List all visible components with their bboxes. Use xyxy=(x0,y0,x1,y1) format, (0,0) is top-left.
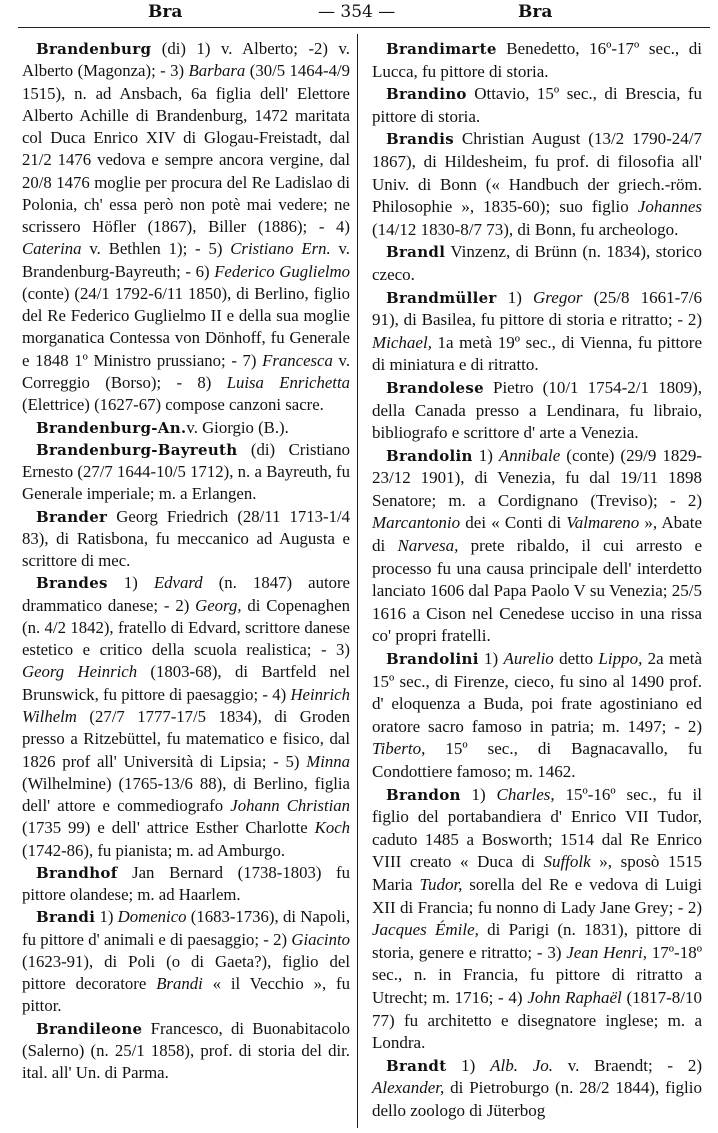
entry-italic-name: Jean Henri, xyxy=(566,942,648,962)
entry-text: v. Braendt; - 2) xyxy=(553,1055,702,1075)
entry-text: (1803-68), di Bartfeld nel Brunswick, fu pittore di paesaggio; - 4) xyxy=(22,662,351,704)
entry-italic-name: Barbara xyxy=(188,61,246,81)
entry-text: 1a metà 19º sec., di Vienna, fu pittore di miniatura e di ritratto. xyxy=(372,332,702,375)
entry-text: « il Vecchio », fu pittor. xyxy=(22,974,351,1016)
entry-text: (1742-86), fu pianista; m. ad Amburgo. xyxy=(22,840,286,860)
entry-italic-name: Narvesa, xyxy=(397,536,459,556)
entry-text: (conte) (29/9 1829-23/12 1901), di Venezia, fu dal 19/11 1898 Senatore; m. a Cordignano (Treviso); - 2) xyxy=(372,445,702,510)
entry-text: 1) xyxy=(446,1055,491,1075)
entry-text: di Parigi (n. 1831), pittore di storia, genere e ritratto; - 3) xyxy=(372,920,702,962)
dictionary-entry xyxy=(372,241,702,286)
entry-text: (14/12 1830-8/7 73), di Bonn, fu archeologo. xyxy=(372,219,679,239)
entry-italic-name: Charles, xyxy=(496,784,555,804)
dictionary-entry xyxy=(372,128,702,241)
entry-italic-name: Federico Guglielmo xyxy=(214,261,351,281)
entry-text: v. Correggio (Borso); - 8) xyxy=(22,350,351,392)
entry-italic-name: Valmareno xyxy=(566,513,640,533)
entry-headword: Brandon xyxy=(386,785,461,804)
entry-text: 1) xyxy=(460,784,497,804)
entry-italic-name: Aurelio xyxy=(503,649,554,669)
entry-text: Jan Bernard (1738-1803) fu pittore olandese; m. ad Haarlem. xyxy=(22,862,350,905)
page-header xyxy=(0,0,718,26)
entry-headword: Brandt xyxy=(386,1056,447,1075)
entry-text: v. Bethlen 1); - 5) xyxy=(81,239,231,259)
left-column xyxy=(22,38,350,1084)
right-column xyxy=(372,38,702,1123)
entry-text: 15º sec., di Bagnacavallo, fu Condottiere famoso; m. 1462. xyxy=(372,739,702,781)
entry-text: 1) xyxy=(95,907,118,927)
entry-text: (1623-91), di Poli (o di Gaeta?), figlio del pittore decoratore xyxy=(22,951,350,994)
entry-text: 1) xyxy=(496,287,534,307)
entry-headword: Brandenburg-Bayreuth xyxy=(36,440,238,459)
entry-headword: Brandes xyxy=(36,574,108,593)
page-number: — 354 — xyxy=(318,2,396,22)
entry-headword: Brandileone xyxy=(36,1019,143,1038)
entry-italic-name: Annibale xyxy=(498,445,561,465)
entry-text: 1) xyxy=(472,445,499,465)
entry-italic-name: Georg, xyxy=(195,595,242,615)
entry-text: prete ribaldo, il cui arresto e processo fu una causa principale dell' interdetto lanciato 1606 dal Papa Paolo V su Venezia; 25/5 1616 a Cison nel Cenedese ucciso in una rissa co' propri fratelli. xyxy=(372,536,702,646)
entry-headword: Brandolin xyxy=(386,446,473,465)
dictionary-entry xyxy=(22,506,350,573)
entry-italic-name: John Raphaël xyxy=(527,987,622,1007)
entry-text: 1) xyxy=(107,573,154,593)
entry-headword: Brander xyxy=(36,507,108,526)
entry-text: (conte) (24/1 1792-6/11 1850), di Berlino, figlio del Re Federico Guglielmo II e della sua moglie morganatica Contessa von Dönhoff, fu Generale e 1848 1º Ministro prussiano; - 7) xyxy=(22,283,350,370)
entry-text: (30/5 1464-4/9 1515), n. ad Ansbach, 6a figlia dell' Elettore Alberto Achille di Brandenburg, 1472 maritata col Duca Enrico XIV di Glogau-Freistadt, dal 21/2 1476 vedova e sempre ancora vergine, dal 20/8 1476 moglie per procura del Re Ladislao di Polonia, ch' essa però non potè mai vedere; ne scrissero Höfler (1867), Biller (1886); - 4) xyxy=(22,61,350,237)
entry-italic-name: Gregor xyxy=(533,287,583,307)
entry-text: sorella del Re e vedova di Luigi XII di Francia; fu nonno di Lady Jane Grey; - 2) xyxy=(372,874,702,917)
entry-italic-name: Michael, xyxy=(372,332,432,352)
entry-text: (1735 99) e dell' attrice Esther Charlotte xyxy=(22,818,315,838)
entry-text: Pietro (10/1 1754-2/1 1809), della Canada presso a Lendinara, fu libraio, bibliografo e scrittore d' arte a Venezia. xyxy=(372,377,702,443)
entry-headword: Brandino xyxy=(386,85,467,104)
entry-italic-name: Suffolk xyxy=(543,852,591,872)
entry-text: 15º-16º sec., fu il figlio del portabandiera d' Enrico VII Tudor, caduto 1485 a Bosworth; 1514 dal Re Enrico VIII creato « Duca di xyxy=(372,784,702,872)
dictionary-entry xyxy=(22,38,350,417)
dictionary-entry xyxy=(372,784,702,1055)
entry-italic-name: Giacinto xyxy=(291,929,350,949)
entry-text: », sposò 1515 Maria xyxy=(372,852,702,894)
dictionary-entry xyxy=(22,906,350,1017)
entry-headword: Brandolini xyxy=(386,650,479,669)
dictionary-entry xyxy=(22,862,350,907)
entry-italic-name: Minna xyxy=(306,751,350,771)
entry-text: (25/8 1661-7/6 91), di Basilea, fu pittore di storia e ritratto; - 2) xyxy=(372,287,702,330)
entry-italic-name: Domenico xyxy=(117,907,187,927)
dictionary-entry xyxy=(372,83,702,128)
entry-text: Georg Friedrich (28/11 1713-1/4 83), di Ratisbona, fu meccanico ad Augusta e scrittore di mec. xyxy=(22,506,350,571)
entry-italic-name: Tiberto, xyxy=(372,739,426,759)
entry-text: (1817-8/10 77) fu architetto e disegnatore inglese; m. a Londra. xyxy=(372,987,702,1053)
dictionary-entry xyxy=(372,287,702,377)
entry-italic-name: Cristiano Ern. xyxy=(230,239,331,259)
entry-text: dei « Conti di xyxy=(460,513,567,533)
entry-headword: Brandenburg xyxy=(36,40,152,58)
entry-italic-name: Heinrich Wilhelm xyxy=(22,684,350,726)
dictionary-entry xyxy=(372,1055,702,1123)
entry-text: 1) xyxy=(478,649,504,669)
dictionary-entry xyxy=(372,377,702,445)
entry-italic-name: Edvard xyxy=(153,573,203,593)
entry-text: (1683-1736), di Napoli, fu pittore d' animali e di paesaggio; - 2) xyxy=(22,907,351,949)
header-rule xyxy=(18,27,710,28)
entry-headword: Brandis xyxy=(386,130,454,149)
entry-text: v. Brandenburg-Bayreuth; - 6) xyxy=(22,239,350,281)
entry-text: », Abate di xyxy=(372,513,702,556)
entry-text: (27/7 1777-17/5 1834), di Groden presso a Ritzebüttel, fu matematico e fisico, dal 1826 prof all' Università di Lipsia; - 5) xyxy=(22,706,350,771)
header-right-guideword: Bra xyxy=(518,2,553,22)
entry-headword: Brandimarte xyxy=(386,40,497,58)
entry-italic-name: Francesca xyxy=(262,350,333,370)
entry-text: (n. 1847) autore drammatico danese; - 2) xyxy=(22,573,350,615)
entry-headword: Brandhof xyxy=(36,863,118,882)
entry-headword: Brandolese xyxy=(386,378,484,397)
entry-text: Christian August (13/2 1790-24/7 1867), di Hildesheim, fu prof. di filosofia all' Univ. di Bonn (« Handbuch der griech.-röm. Philosophie », 1835-60); suo figlio xyxy=(372,129,702,217)
entry-text: di Copenaghen (n. 4/2 1842), fratello di Edvard, scrittore danese estetico e critico della scuola realistica; - 3) xyxy=(22,595,350,660)
entry-italic-name: Caterina xyxy=(22,239,82,259)
entry-text: detto xyxy=(553,649,599,669)
dictionary-entry xyxy=(372,445,702,648)
entry-italic-name: Brandi xyxy=(156,974,203,994)
entry-italic-name: Johann Christian xyxy=(230,796,350,816)
dictionary-entry xyxy=(372,38,702,83)
entry-text: 17º-18º sec., n. in Francia, fu pittore di ritratto a Utrecht; m. 1716; - 4) xyxy=(372,942,702,1007)
entry-text: 2a metà 15º sec., di Firenze, cieco, fu sino al 1490 prof. d' eloquenza a Buda, poi frate agostiniano ed oratore sacro famoso in patria; m. 1497; - 2) xyxy=(372,649,702,736)
entry-text: Francesco, di Buonabitacolo (Salerno) (n. 25/1 1858), prof. di storia del dir. ital. all' Un. di Parma. xyxy=(22,1018,350,1083)
entry-italic-name: Johannes xyxy=(637,197,702,217)
entry-italic-name: Marcantonio xyxy=(372,513,461,533)
entry-italic-name: Jacques Émile, xyxy=(372,920,479,940)
entry-text: Benedetto, 16º-17º sec., di Lucca, fu pittore di storia. xyxy=(372,39,702,81)
header-left-guideword: Bra xyxy=(148,2,183,22)
entry-text: (di) Cristiano Ernesto (27/7 1644-10/5 1712), n. a Bayreuth, fu Generale imperiale; m. a Erlangen. xyxy=(22,439,350,504)
entry-text: (Wilhelmine) (1765-13/6 88), di Berlino, figlia dell' attore e commediografo xyxy=(22,773,350,816)
dictionary-entry xyxy=(22,1018,350,1085)
entry-headword: Brandmüller xyxy=(386,288,497,307)
dictionary-entry xyxy=(22,439,350,506)
dictionary-entry xyxy=(22,417,350,439)
entry-text: Ottavio, 15º sec., di Brescia, fu pittore di storia. xyxy=(372,84,702,126)
entry-italic-name: Luisa Enrichetta xyxy=(226,372,350,392)
entry-text: (di) 1) v. Alberto; -2) v. Alberto (Magonza); - 3) xyxy=(22,39,350,81)
entry-headword: Brandenburg-An. xyxy=(36,418,187,437)
entry-italic-name: Alexander, xyxy=(372,1078,445,1098)
entry-italic-name: Koch xyxy=(314,818,350,838)
entry-text: (Elettrice) (1627-67) compose canzoni sacre. xyxy=(22,395,324,415)
entry-headword: Brandi xyxy=(36,908,96,927)
column-divider xyxy=(357,34,358,1128)
entry-text: Vinzenz, di Brünn (n. 1834), storico czeco. xyxy=(372,242,702,284)
entry-italic-name: Alb. Jo. xyxy=(490,1055,553,1075)
entry-headword: Brandl xyxy=(386,243,446,262)
dictionary-entry xyxy=(22,572,350,861)
entry-italic-name: Tudor, xyxy=(419,874,463,894)
entry-text: v. Giorgio (B.). xyxy=(186,417,289,437)
entry-italic-name: Georg Heinrich xyxy=(22,662,138,682)
dictionary-entry xyxy=(372,648,702,784)
entry-text: di Pietroburgo (n. 28/2 1844), figlio dello zoologo di Jüterbog xyxy=(372,1078,702,1120)
entry-italic-name: Lippo, xyxy=(598,649,643,669)
